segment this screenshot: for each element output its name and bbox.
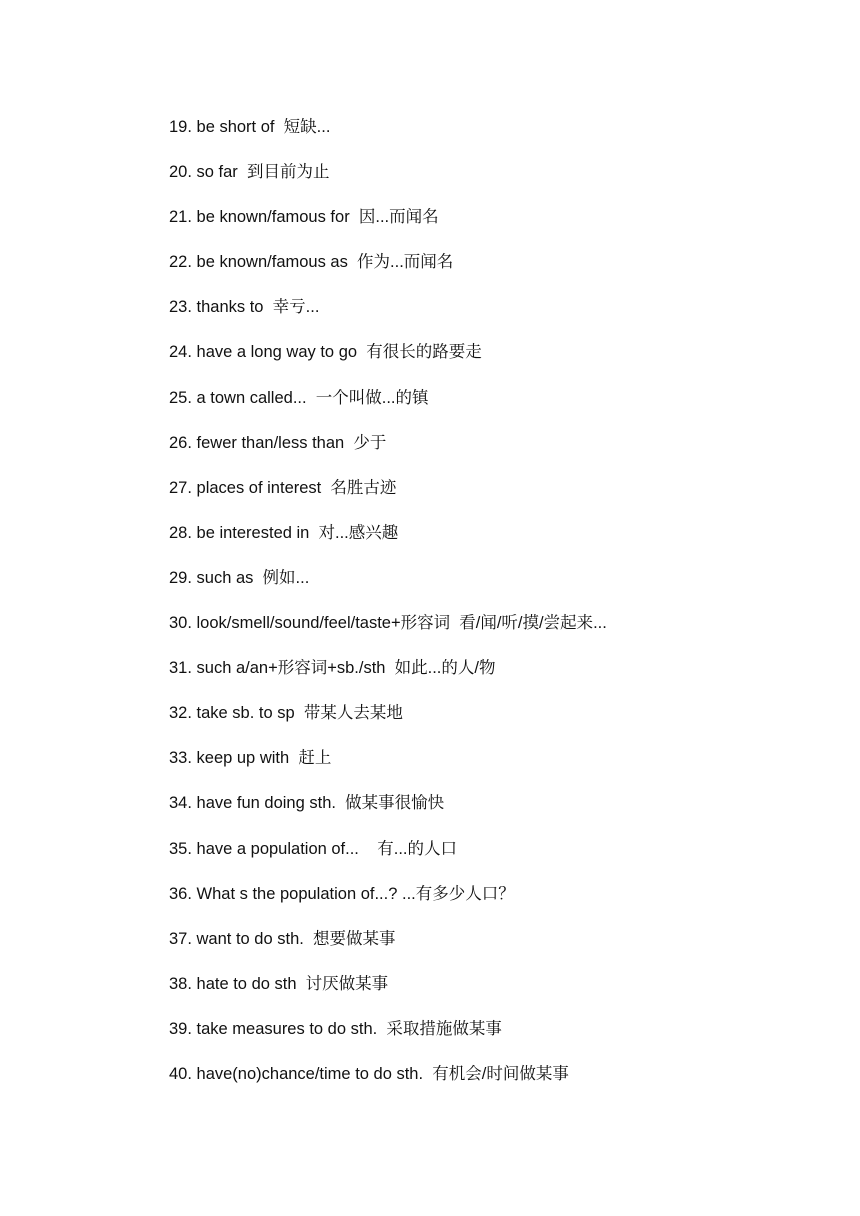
phrase-text: 24. have a long way to go 有很长的路要走 <box>169 343 482 362</box>
phrase-text: 23. thanks to 幸亏... <box>169 298 320 317</box>
list-item <box>169 157 809 202</box>
phrase-text: 31. such a/an+形容词+sb./sth 如此...的人/物 <box>169 659 496 678</box>
list-item <box>169 743 809 788</box>
phrase-text: 29. such as 例如... <box>169 568 310 587</box>
phrase-text: 32. take sb. to sp 带某人去某地 <box>169 704 403 723</box>
phrase-text: 21. be known/famous for 因...而闻名 <box>169 208 439 227</box>
phrase-text: 20. so far 到目前为止 <box>169 163 330 182</box>
list-item <box>169 428 809 473</box>
list-item <box>169 1059 809 1104</box>
list-item <box>169 292 809 337</box>
phrase-text: 26. fewer than/less than 少于 <box>169 433 387 452</box>
list-item <box>169 247 809 292</box>
phrase-text: 25. a town called... 一个叫做...的镇 <box>169 388 429 407</box>
phrase-list <box>169 112 809 1104</box>
list-item <box>169 202 809 247</box>
phrase-text: 30. look/smell/sound/feel/taste+形容词 看/闻/听/摸/尝起来... <box>169 614 607 633</box>
list-item <box>169 563 809 608</box>
list-item <box>169 608 809 653</box>
list-item <box>169 653 809 698</box>
list-item <box>169 112 809 157</box>
phrase-text: 37. want to do sth. 想要做某事 <box>169 929 396 948</box>
phrase-text: 22. be known/famous as 作为...而闻名 <box>169 253 454 272</box>
phrase-text: 38. hate to do sth 讨厌做某事 <box>169 974 389 993</box>
phrase-text: 27. places of interest 名胜古迹 <box>169 478 397 497</box>
list-item <box>169 383 809 428</box>
phrase-text: 28. be interested in 对...感兴趣 <box>169 523 399 542</box>
list-item <box>169 337 809 382</box>
list-item <box>169 924 809 969</box>
list-item <box>169 473 809 518</box>
list-item <box>169 518 809 563</box>
phrase-text: 40. have(no)chance/time to do sth. 有机会/时间做某事 <box>169 1064 569 1083</box>
phrase-text: 39. take measures to do sth. 采取措施做某事 <box>169 1019 502 1038</box>
phrase-text: 35. have a population of... 有...的人口 <box>169 839 457 858</box>
phrase-text: 33. keep up with 赶上 <box>169 749 332 768</box>
list-item <box>169 879 809 924</box>
list-item <box>169 1014 809 1059</box>
list-item <box>169 698 809 743</box>
list-item <box>169 788 809 833</box>
phrase-text: 19. be short of 短缺... <box>169 118 331 136</box>
list-item <box>169 834 809 879</box>
list-item <box>169 969 809 1014</box>
phrase-text: 36. What s the population of...? ...有多少人口？ <box>169 884 515 903</box>
phrase-text: 34. have fun doing sth. 做某事很愉快 <box>169 794 445 813</box>
